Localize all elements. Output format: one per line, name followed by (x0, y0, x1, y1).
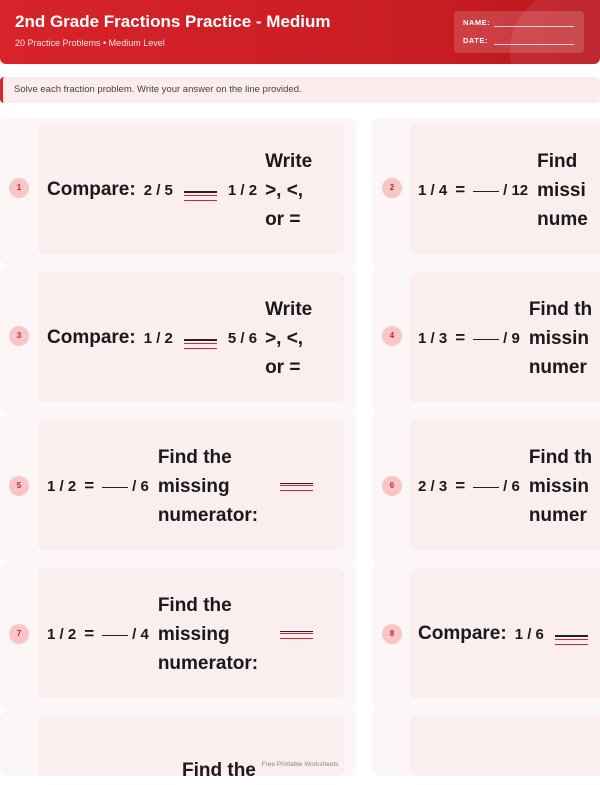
problem-card-5 (0, 414, 356, 562)
fraction-a: 1 / 2 (47, 477, 77, 495)
fraction-a: 1 / 6 (514, 625, 544, 643)
fraction-b: / 12 (503, 181, 529, 199)
problem-card-1 (0, 118, 356, 266)
compare-label: Compare: (47, 327, 136, 348)
problem-number-badge: 5 (9, 476, 29, 496)
name-date-box (454, 11, 584, 53)
worksheet-header (0, 0, 600, 64)
equals-sign: = (455, 180, 466, 199)
task-text: Write >, <, or = (265, 298, 313, 378)
fraction-a: 2 / 5 (143, 181, 173, 199)
problem-content (418, 148, 600, 232)
problem-card-8 (372, 562, 600, 710)
fraction-b: / 4 (132, 625, 149, 643)
fraction-b: 1 / 2 (227, 181, 258, 199)
problem-content (47, 148, 356, 232)
problem-card-4 (372, 266, 600, 414)
equals-sign: = (455, 328, 466, 347)
equals-sign: = (455, 476, 466, 495)
answer-blank[interactable] (102, 633, 128, 636)
problem-content (418, 444, 600, 528)
compare-label: Compare: (418, 623, 507, 644)
fraction-b: / 6 (503, 477, 520, 495)
problem-number-badge: 7 (9, 624, 29, 644)
fraction-b: / 6 (132, 477, 149, 495)
problem-content (418, 296, 600, 380)
task-text: Find the (182, 760, 256, 781)
fraction-b: / 9 (503, 329, 520, 347)
problem-number-badge: 6 (382, 476, 402, 496)
problem-number-badge: 1 (9, 178, 29, 198)
name-field[interactable] (494, 20, 574, 27)
footer-text: Free Printable Worksheets (261, 761, 339, 768)
task-text: Find th missin numer (528, 298, 593, 378)
worksheet-title: 2nd Grade Fractions Practice - Medium (15, 12, 331, 31)
answer-blank[interactable] (102, 485, 128, 488)
equals-sign: = (84, 476, 95, 495)
fraction-a: 1 / 2 (143, 329, 173, 347)
answer-blank[interactable] (184, 327, 217, 349)
date-row (463, 36, 574, 45)
answer-blank[interactable] (473, 337, 499, 340)
fraction-a: 1 / 2 (47, 625, 77, 643)
problem-content (47, 296, 356, 380)
fraction-a: 1 / 3 (418, 329, 448, 347)
problem-number-badge: 8 (382, 624, 402, 644)
equals-sign: = (84, 624, 95, 643)
task-text: Find the missing numerator: (157, 446, 259, 526)
answer-blank[interactable] (473, 485, 499, 488)
problem-content (47, 444, 356, 528)
fraction-a: 2 / 3 (418, 477, 448, 495)
task-text: Write >, <, or = (265, 150, 313, 230)
name-label: NAME: (463, 18, 491, 27)
fraction-a: 1 / 4 (418, 181, 448, 199)
problem-card-7 (0, 562, 356, 710)
instructions-text: Solve each fraction problem. Write your answer on the line provided. (14, 84, 302, 95)
answer-blank[interactable] (555, 623, 588, 645)
problem-content (418, 592, 600, 676)
problem-number-badge: 2 (382, 178, 402, 198)
problem-number-badge: 3 (9, 326, 29, 346)
worksheet-subtitle: 20 Practice Problems • Medium Level (15, 38, 165, 48)
task-text: Find missi nume (537, 150, 588, 230)
problem-content (47, 592, 356, 676)
date-label: DATE: (463, 36, 488, 45)
problem-card-2 (372, 118, 600, 266)
instructions-banner (0, 77, 600, 103)
answer-blank[interactable] (473, 189, 499, 192)
answer-line[interactable] (280, 630, 313, 639)
problem-card-3 (0, 266, 356, 414)
task-text: Find the missing numerator: (157, 594, 259, 674)
fraction-b: 5 / 6 (227, 329, 258, 347)
problem-card-6 (372, 414, 600, 562)
task-text: Find th missin numer (528, 446, 593, 526)
answer-blank[interactable] (184, 179, 217, 201)
problem-number-badge: 4 (382, 326, 402, 346)
date-field[interactable] (494, 38, 574, 45)
answer-line[interactable] (280, 482, 313, 491)
name-row (463, 18, 574, 27)
compare-label: Compare: (47, 179, 136, 200)
